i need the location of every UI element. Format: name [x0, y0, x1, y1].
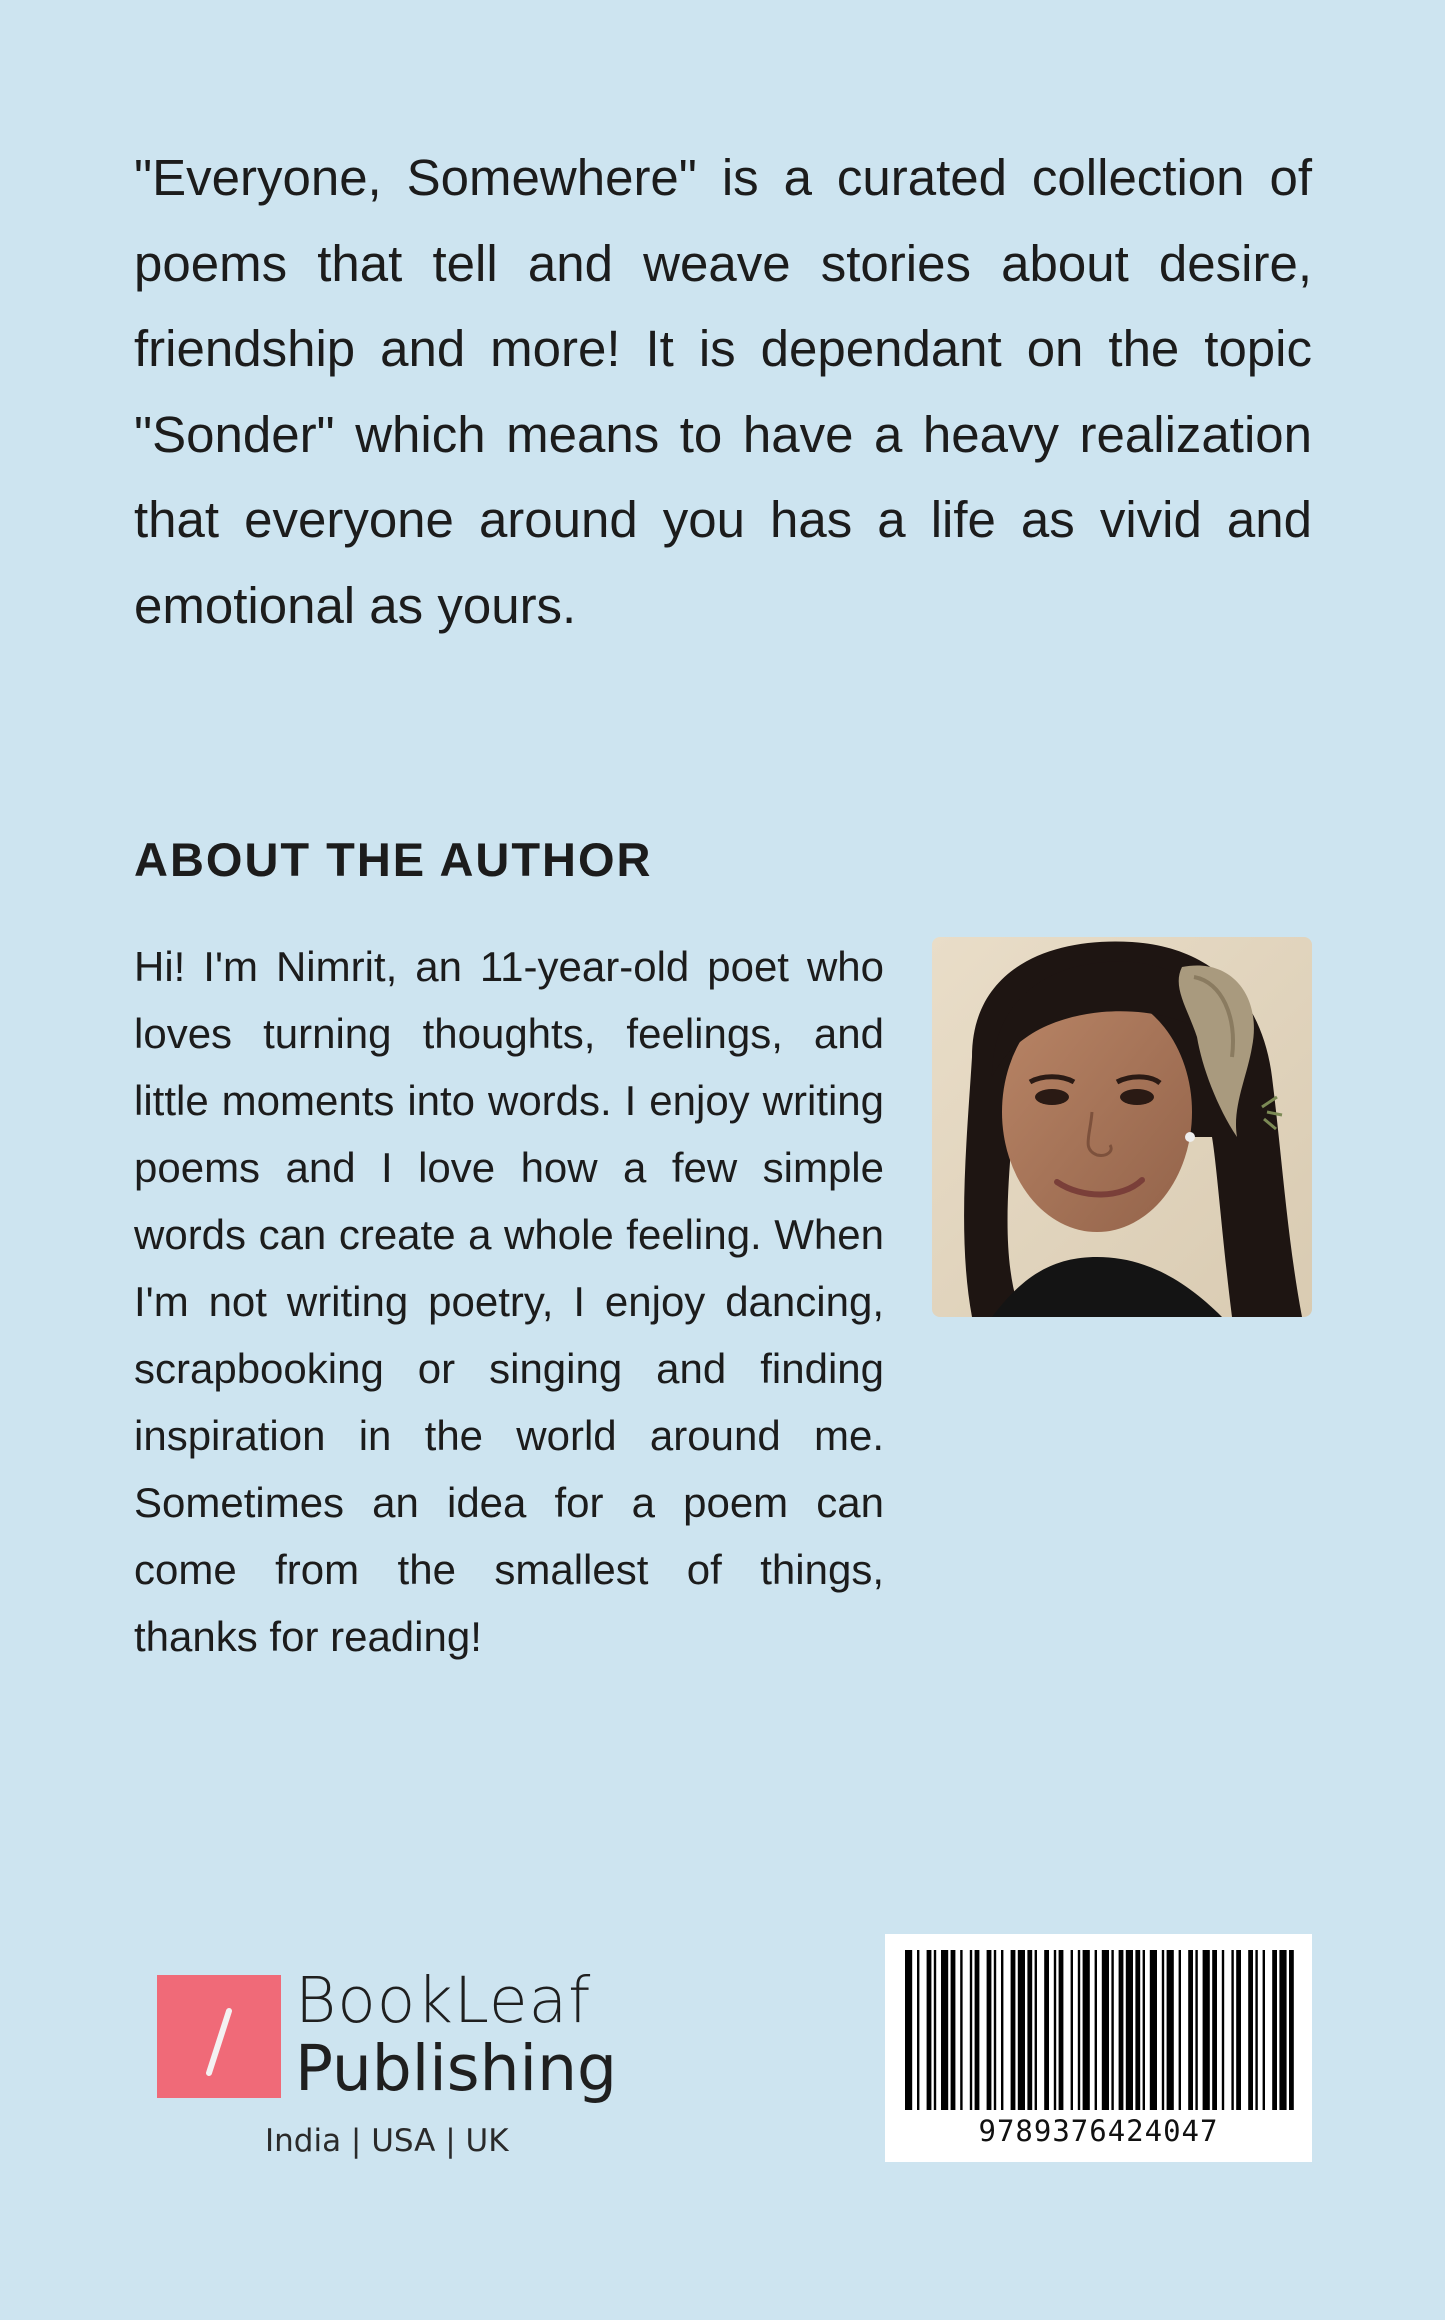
author-photo	[932, 937, 1312, 1317]
isbn-number: 9789376424047	[978, 2114, 1219, 2148]
publisher-name-line1: BookLeaf	[295, 1964, 592, 2037]
publisher-logo	[157, 1964, 617, 2140]
slash-icon	[157, 1975, 281, 2098]
publisher-regions: India | USA | UK	[265, 2123, 509, 2159]
isbn-barcode	[885, 1934, 1312, 2162]
publisher-name-line2: Publishing	[295, 2032, 617, 2105]
book-blurb: "Everyone, Somewhere" is a curated collection of poems that tell and weave stories about desire, friendship and more! It is dependant on the topic "Sonder" which means to have a heavy realization that everyone around you has a life as vivid and emotional as yours.	[134, 149, 1312, 634]
about-author-text: Hi! I'm Nimrit, an 11-year-old poet who loves turning thoughts, feelings, and little moments into words. I enjoy writing poems and I love how a few simple words can create a whole feeling. When I'm not writing poetry, I enjoy dancing, scrapbooking or singing and finding inspiration in the world around me. Sometimes an idea for a poem can come from the smallest of things, thanks for reading!	[134, 943, 884, 1660]
barcode-bars	[901, 1950, 1296, 2110]
about-author-heading: ABOUT THE AUTHOR	[134, 833, 653, 886]
